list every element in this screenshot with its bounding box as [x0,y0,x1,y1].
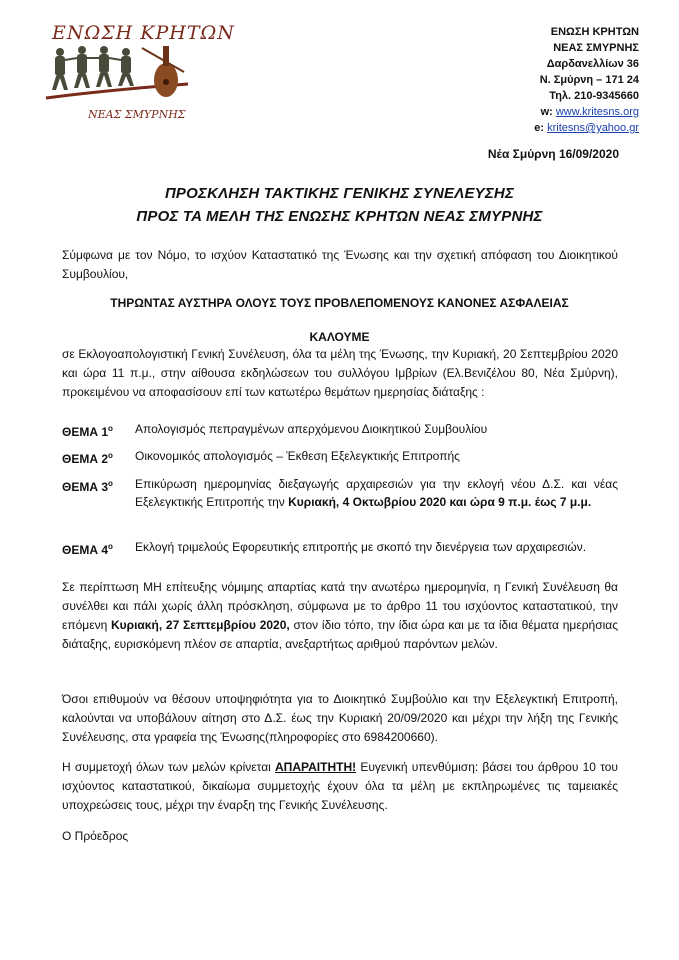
agenda-item-text: Εκλογή τριμελούς Εφορευτικής επιτροπής με σκοπό την διενέργεια των αρχαιρεσιών. [135,540,587,554]
agenda-item-label: ΘΕΜΑ $1^o$ [62,424,113,439]
agenda-item-text: Απολογισμός πεπραγμένων απερχόμενου Διοικητικού Συμβουλίου [135,422,488,436]
website-line [534,104,639,120]
call-heading: ΚΑΛΟΥΜΕ [309,330,370,344]
phone: Τηλ. 210-9345660 [549,90,639,102]
participation-paragraph: Η συμμετοχή όλων των μελών κρίνεται ΑΠΑΡΑΙΤΗΤΗ! Ευγενική υπενθύμιση: βάσει του άρθρου 10 του ισχύοντος καταστατικού, δικαίωμα συμμετοχής έχουν όλα τα μέλη με εκπληρωμένες τις ταμειακές υποχρεώσεις τους, μέχρι την έναρξη της Γενικής Συνέλευσης. [62,760,618,812]
email-link[interactable]: kritesns@yahoo.gr [547,122,639,134]
website-link[interactable]: www.kritesns.org [555,106,639,118]
quorum-paragraph: Σε περίπτωση ΜΗ επίτευξης νόμιμης απαρτίας κατά την ανωτέρω ημερομηνία, η Γενική Συνέλευση θα συνέλθει και πάλι χωρίς άλλη πρόσκληση, σύμφωνα με το άρθρο 11 του ισχύοντος καταστατικού, την επόμενη Κυριακή, 27 Σεπτεμβρίου 2020, στον ίδιο τόπο, την ίδια ώρα και με τα ίδια θέματα ημερήσιας διάταξης, ευρισκόμενη πλέον σε απαρτία, ανεξαρτήτως αριθμού παρόντων μελών. [62,580,618,651]
intro-paragraph: Σύμφωνα με τον Νόμο, το ισχύον Καταστατικό της Ένωσης και την σχετική απόφαση του Διοικητικού Συμβουλίου, [62,248,618,281]
website-label: w: [540,106,553,118]
logo-title: ΕΝΩΣΗ ΚΡΗΤΩΝ [52,22,235,44]
logo-subtitle: ΝΕΑΣ ΣΜΥΡΝΗΣ [88,108,186,121]
document-title-line1: ΠΡΟΣΚΛΗΣΗ ΤΑΚΤΙΚΗΣ ΓΕΝΙΚΗΣ ΣΥΝΕΛΕΥΣΗΣ [164,185,515,202]
address: Δαρδανελλίων 36 [546,58,639,70]
email-label: e: [534,122,545,134]
organization-logo [38,22,235,132]
signature: Ο Πρόεδρος [62,829,129,843]
agenda-item-label: ΘΕΜΑ $2^o$ [62,451,113,466]
city: Ν. Σμύρνη – 171 24 [539,74,639,86]
document-date: Νέα Σμύρνη 16/09/2020 [487,147,619,161]
org-name-line1: ΕΝΩΣΗ ΚΡΗΤΩΝ [550,26,639,38]
document-title-line2: ΠΡΟΣ ΤΑ ΜΕΛΗ ΤΗΣ ΕΝΩΣΗΣ ΚΡΗΤΩΝ ΝΕΑΣ ΣΜΥΡΝΗΣ [136,208,543,225]
repeat-meeting-date: Κυριακή, 27 Σεπτεμβρίου 2020, [111,618,290,632]
agenda-item-label: ΘΕΜΑ $3^o$ [62,479,113,494]
org-name-line2: ΝΕΑΣ ΣΜΥΡΝΗΣ [553,42,639,54]
agenda-item-label: ΘΕΜΑ $4^o$ [62,542,113,557]
candidacy-paragraph: Όσοι επιθυμούν να θέσουν υποψηφιότητα για το Διοικητικό Συμβούλιο και την Εξελεγκτική Επιτροπή, καλούνται να υποβάλουν αίτηση στο Δ.Σ. έως την Κυριακή 20/09/2020 και μέχρι την λήξη της Γενικής Συνέλευσης, στα γραφεία της Ένωσης(πληροφορίες στο 6984200660). [62,692,618,744]
call-paragraph: σε Εκλογοαπολογιστική Γενική Συνέλευση, όλα τα μέλη της Ένωσης, την Κυριακή, 20 Σεπτεμβρίου 2020 και ώρα 11 π.μ., στην αίθουσα εκδηλώσεων του συλλόγου Ιμβρίων (Ελ.Βενιζέλου 80, Νέα Σμύρνη), προκειμένου να αποφασίσουν επί των κατωτέρω θεμάτων ημερησίας διάταξης : [62,347,618,399]
contact-block [534,24,639,136]
mandatory-emphasis: ΑΠΑΡΑΙΤΗΤΗ! [275,760,357,774]
dancers-lyra-icon [38,42,196,112]
safety-notice: ΤΗΡΩΝΤΑΣ ΑΥΣΤΗΡΑ ΟΛΟΥΣ ΤΟΥΣ ΠΡΟΒΛΕΠΟΜΕΝΟΥΣ ΚΑΝΟΝΕΣ ΑΣΦΑΛΕΙΑΣ [110,296,569,310]
email-line [534,120,639,136]
agenda-item-text: Οικονομικός απολογισμός – Έκθεση Εξελεγκτικής Επιτροπής [135,449,460,463]
election-date: Κυριακή, 4 Οκτωβρίου 2020 και ώρα 9 π.μ. έως 7 μ.μ. [288,495,592,509]
agenda-item-text: Επικύρωση ημερομηνίας διεξαγωγής αρχαιρεσιών για την εκλογή νέου Δ.Σ. και νέας Εξελεγκτικής Επιτροπής την Κυριακή, 4 Οκτωβρίου 2020 και ώρα 9 π.μ. έως 7 μ.μ. [135,477,618,509]
